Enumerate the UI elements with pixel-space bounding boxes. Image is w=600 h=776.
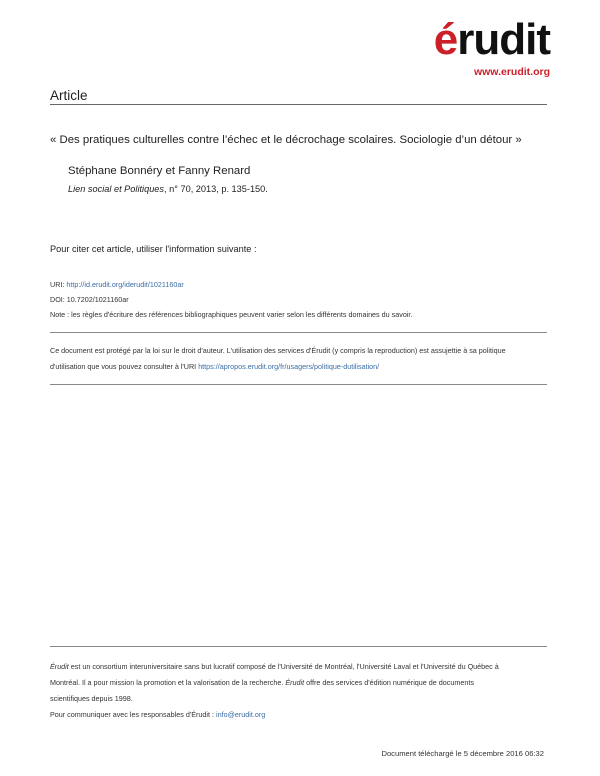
doi-line [50,295,129,304]
footer-line-2 [50,678,474,687]
doi-value: 10.7202/1021160ar [66,295,129,304]
uri-line [50,280,184,289]
uri-label: URI: [50,280,67,289]
footer-line-1-text: est un consortium interuniversitaire sans but lucratif composé de l'Université de Montréal, l'Université Laval et l'Université du Québec à [68,662,499,671]
footer-line-3: scientifiques depuis 1998. [50,694,133,703]
copyright-divider-top [50,332,547,333]
erudit-logo [433,15,550,64]
footer-divider [50,646,547,647]
copyright-line-2 [50,362,379,371]
logo-accent-letter: é [433,15,458,64]
doi-label: DOI: [50,295,67,304]
copyright-line-1: Ce document est protégé par la loi sur le droit d'auteur. L'utilisation des services d'Érudit (y compris la reproduction) est assujettie à sa politique [50,346,506,355]
contact-prefix: Pour communiquer avec les responsables d'Érudit : [50,710,216,719]
citation-note: Note : les règles d'écriture des références bibliographiques peuvent varier selon les différents domaines du savoir. [50,310,413,319]
erudit-name: Érudit [50,662,69,671]
erudit-name-2: Érudit [285,678,305,687]
footer-contact-line [50,710,265,719]
section-label: Article [50,88,88,103]
article-authors: Stéphane Bonnéry et Fanny Renard [68,165,251,177]
download-timestamp: Document téléchargé le 5 décembre 2016 06:32 [381,749,544,758]
logo-url[interactable]: www.erudit.org [473,66,550,78]
article-citation [68,184,268,194]
copyright-divider-bottom [50,384,547,385]
article-title: « Des pratiques culturelles contre l’échec et le décrochage scolaires. Sociologie d’un détour » [50,134,522,146]
logo-wordmark: rudit [457,15,550,64]
journal-name: Lien social et Politiques [68,184,165,194]
citation-details: , n° 70, 2013, p. 135-150. [164,184,268,194]
cite-intro: Pour citer cet article, utiliser l'information suivante : [50,244,257,254]
uri-link[interactable]: http://id.erudit.org/iderudit/1021160ar [66,280,184,289]
footer-line-2-a: Montréal. Il a pour mission la promotion et la valorisation de la recherche. [50,678,286,687]
header-divider [50,104,547,105]
usage-policy-link[interactable]: https://apropos.erudit.org/fr/usagers/politique-dutilisation/ [198,362,380,371]
copyright-prefix: d'utilisation que vous pouvez consulter à l'URI [50,362,199,371]
footer-line-1 [50,662,499,671]
footer-line-2-b: offre des services d'édition numérique de documents [304,678,474,687]
contact-email-link[interactable]: info@erudit.org [215,710,266,719]
